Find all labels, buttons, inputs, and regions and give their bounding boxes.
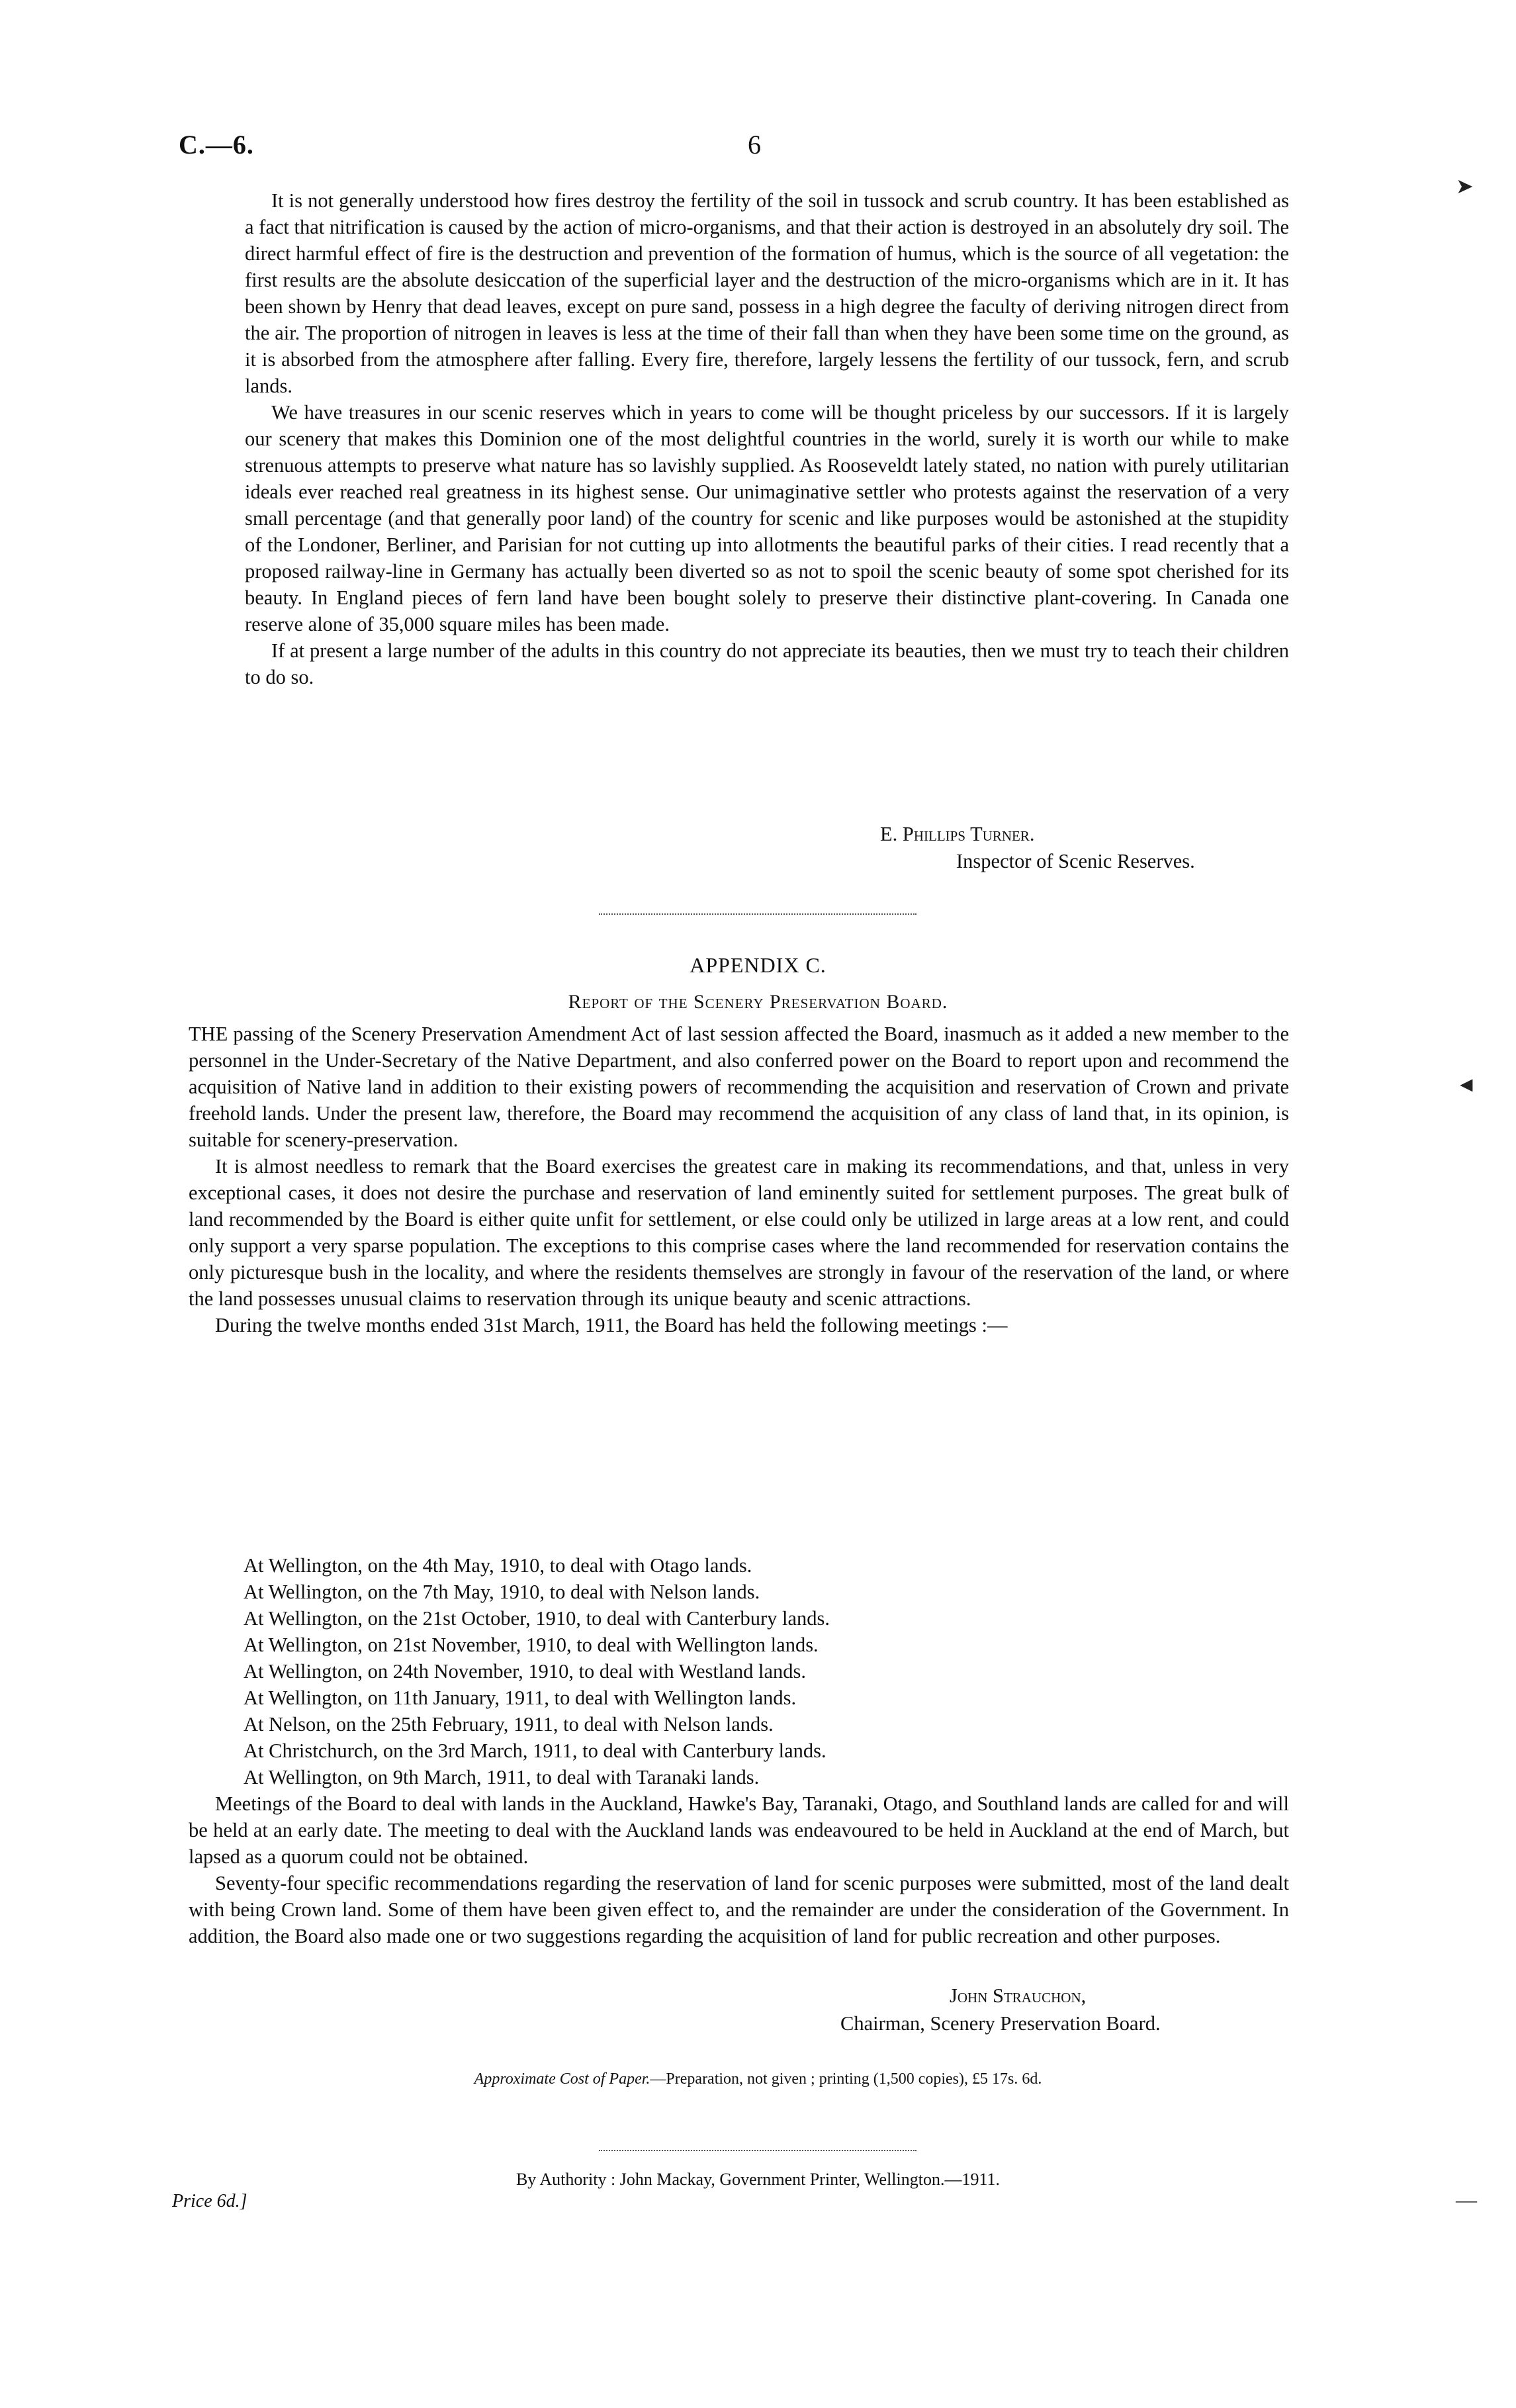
paragraph-meetings-intro: During the twelve months ended 31st March, 1911, the Board has held the following meetings :— — [215, 1314, 1008, 1336]
margin-dash-mark: — — [1456, 2188, 1477, 2211]
cost-of-paper-note — [0, 2070, 1516, 2088]
signature-title: Inspector of Scenic Reserves. — [956, 850, 1195, 872]
paragraph-treasures: We have treasures in our scenic reserves which in years to come will be thought priceless by our successors. If it is largely our scenery that makes this Dominion one of the most delightful countries in the world, surely it is worth our while to make strenuous attempts to preserve what nature has so lavishly supplied. As Rooseveldt lately stated, no nation with purely utilitarian ideals ever reached real greatness in its highest sense. Our unimaginative settler who protests against the reservation of a very small percentage (and that generally poor land) of the country for scenic and like purposes would be astonished at the stupidity of the Londoner, Berliner, and Parisian for not cutting up into allotments the beautiful parks of their cities. I read recently that a proposed railway-line in Germany has actually been diverted so as not to spoil the scenic beauty of some spot cherished for its beauty. In England pieces of fern land have been bought solely to preserve their distinctive plant-covering. In Canada one reserve alone of 35,000 square miles has been made. — [245, 401, 1289, 635]
paragraph-amendment-act: THE passing of the Scenery Preservation Amendment Act of last session affected the Board, inasmuch as it added a new member to the personnel in the Under-Secretary of the Native Department, and also conferred power on the Board to report upon and recommend the acquisition of Native land in addition to their existing powers of recommending the acquisition and reservation of Crown and private freehold lands. Under the present law, therefore, the Board may recommend the acquisition of any class of land that, in its opinion, is suitable for scenery-preservation. — [189, 1023, 1289, 1151]
page-number: 6 — [748, 130, 761, 160]
list-item: At Wellington, on 11th January, 1911, to deal with Wellington lands. — [244, 1687, 797, 1709]
appendix-title: APPENDIX C. — [690, 953, 826, 977]
paragraph-children: If at present a large number of the adults in this country do not appreciate its beauties, then we must try to teach their children to do so. — [245, 639, 1289, 688]
signature-name: E. Phillips Turner. — [880, 823, 1035, 845]
margin-arrow-mark: ➤ — [1456, 174, 1474, 198]
paragraph-recommendations: Seventy-four specific recommendations regarding the reservation of land for scenic purposes were submitted, most of the land dealt with being Crown land. Some of them have been given effect to, and the remainder are under the consideration of the Government. In addition, the Board also made one or two suggestions regarding the acquisition of land for public recreation and other purposes. — [189, 1872, 1289, 1947]
cost-text: —Preparation, not given ; printing (1,500 copies), £5 17s. 6d. — [650, 2070, 1042, 2088]
paragraph-fertility: It is not generally understood how fires destroy the fertility of the soil in tussock and scrub country. It has been established as a fact that nitrification is caused by the action of micro-organisms, and that their action is destroyed in an absolutely dry soil. The direct harmful effect of fire is the destruction and prevention of the formation of humus, which is the source of all vegetation: the first results are the absolute desiccation of the superficial layer and the destruction of the micro-organisms which are in it. It has been shown by Henry that dead leaves, except on pure sand, possess in a high degree the faculty of deriving nitrogen direct from the air. The proportion of nitrogen in leaves is less at the time of their fall than when they have been some time on the ground, as it is absorbed from the atmosphere after falling. Every fire, therefore, largely lessens the fertility of our tussock, fern, and scrub lands. — [245, 189, 1289, 397]
list-item: At Wellington, on 9th March, 1911, to deal with Taranaki lands. — [244, 1766, 760, 1788]
appendix-closing — [189, 1790, 1289, 1949]
chairman-signature-title: Chairman, Scenery Preservation Board. — [840, 2012, 1161, 2035]
list-item: At Nelson, on the 25th February, 1911, to deal with Nelson lands. — [244, 1713, 774, 1736]
list-item: At Wellington, on the 4th May, 1910, to deal with Otago lands. — [244, 1554, 752, 1577]
list-item: At Wellington, on the 21st October, 1910, to deal with Canterbury lands. — [244, 1607, 830, 1630]
section-divider — [599, 913, 916, 915]
price-note: Price 6d.] — [172, 2191, 247, 2211]
running-reference: C.—6. — [179, 130, 254, 160]
printer-authority: By Authority : John Mackay, Government Printer, Wellington.—1911. — [515, 2170, 1001, 2189]
margin-arrow-mark-2: ◄ — [1456, 1072, 1477, 1096]
report-body-section — [245, 187, 1289, 690]
paragraph-board-care: It is almost needless to remark that the Board exercises the greatest care in making its recommendations, and that, unless in very exceptional cases, it does not desire the purchase and reservation of land eminently suited for settlement purposes. The great bulk of land recommended by the Board is either quite unfit for settlement, or else could only be utilized in large areas at a low rent, and could only support a very sparse population. The exceptions to this comprise cases where the land recommended for reservation contains the only picturesque bush in the locality, and where the residents themselves are strongly in favour of the reservation of the land, or where the land possesses unusual claims to reservation through its unique beauty and scenic attractions. — [189, 1155, 1289, 1310]
cost-label: Approximate Cost of Paper. — [474, 2070, 650, 2088]
meetings-list — [244, 1552, 1288, 1790]
appendix-body — [189, 1021, 1289, 1338]
list-item: At Wellington, on the 7th May, 1910, to deal with Nelson lands. — [244, 1581, 760, 1603]
list-item: At Christchurch, on the 3rd March, 1911, to deal with Canterbury lands. — [244, 1739, 826, 1762]
list-item: At Wellington, on 24th November, 1910, to deal with Westland lands. — [244, 1660, 807, 1683]
paragraph-future-meetings: Meetings of the Board to deal with lands in the Auckland, Hawke's Bay, Taranaki, Otago, and Southland lands are called for and will be held at an early date. The meeting to deal with the Auckland lands was endeavoured to be held in Auckland at the end of March, but lapsed as a quorum could not be obtained. — [189, 1792, 1289, 1868]
list-item: At Wellington, on 21st November, 1910, to deal with Wellington lands. — [244, 1634, 819, 1656]
appendix-subtitle: Report of the Scenery Preservation Board. — [568, 991, 948, 1013]
chairman-signature-name: John Strauchon, — [950, 1984, 1087, 2007]
footer-divider — [599, 2150, 916, 2151]
